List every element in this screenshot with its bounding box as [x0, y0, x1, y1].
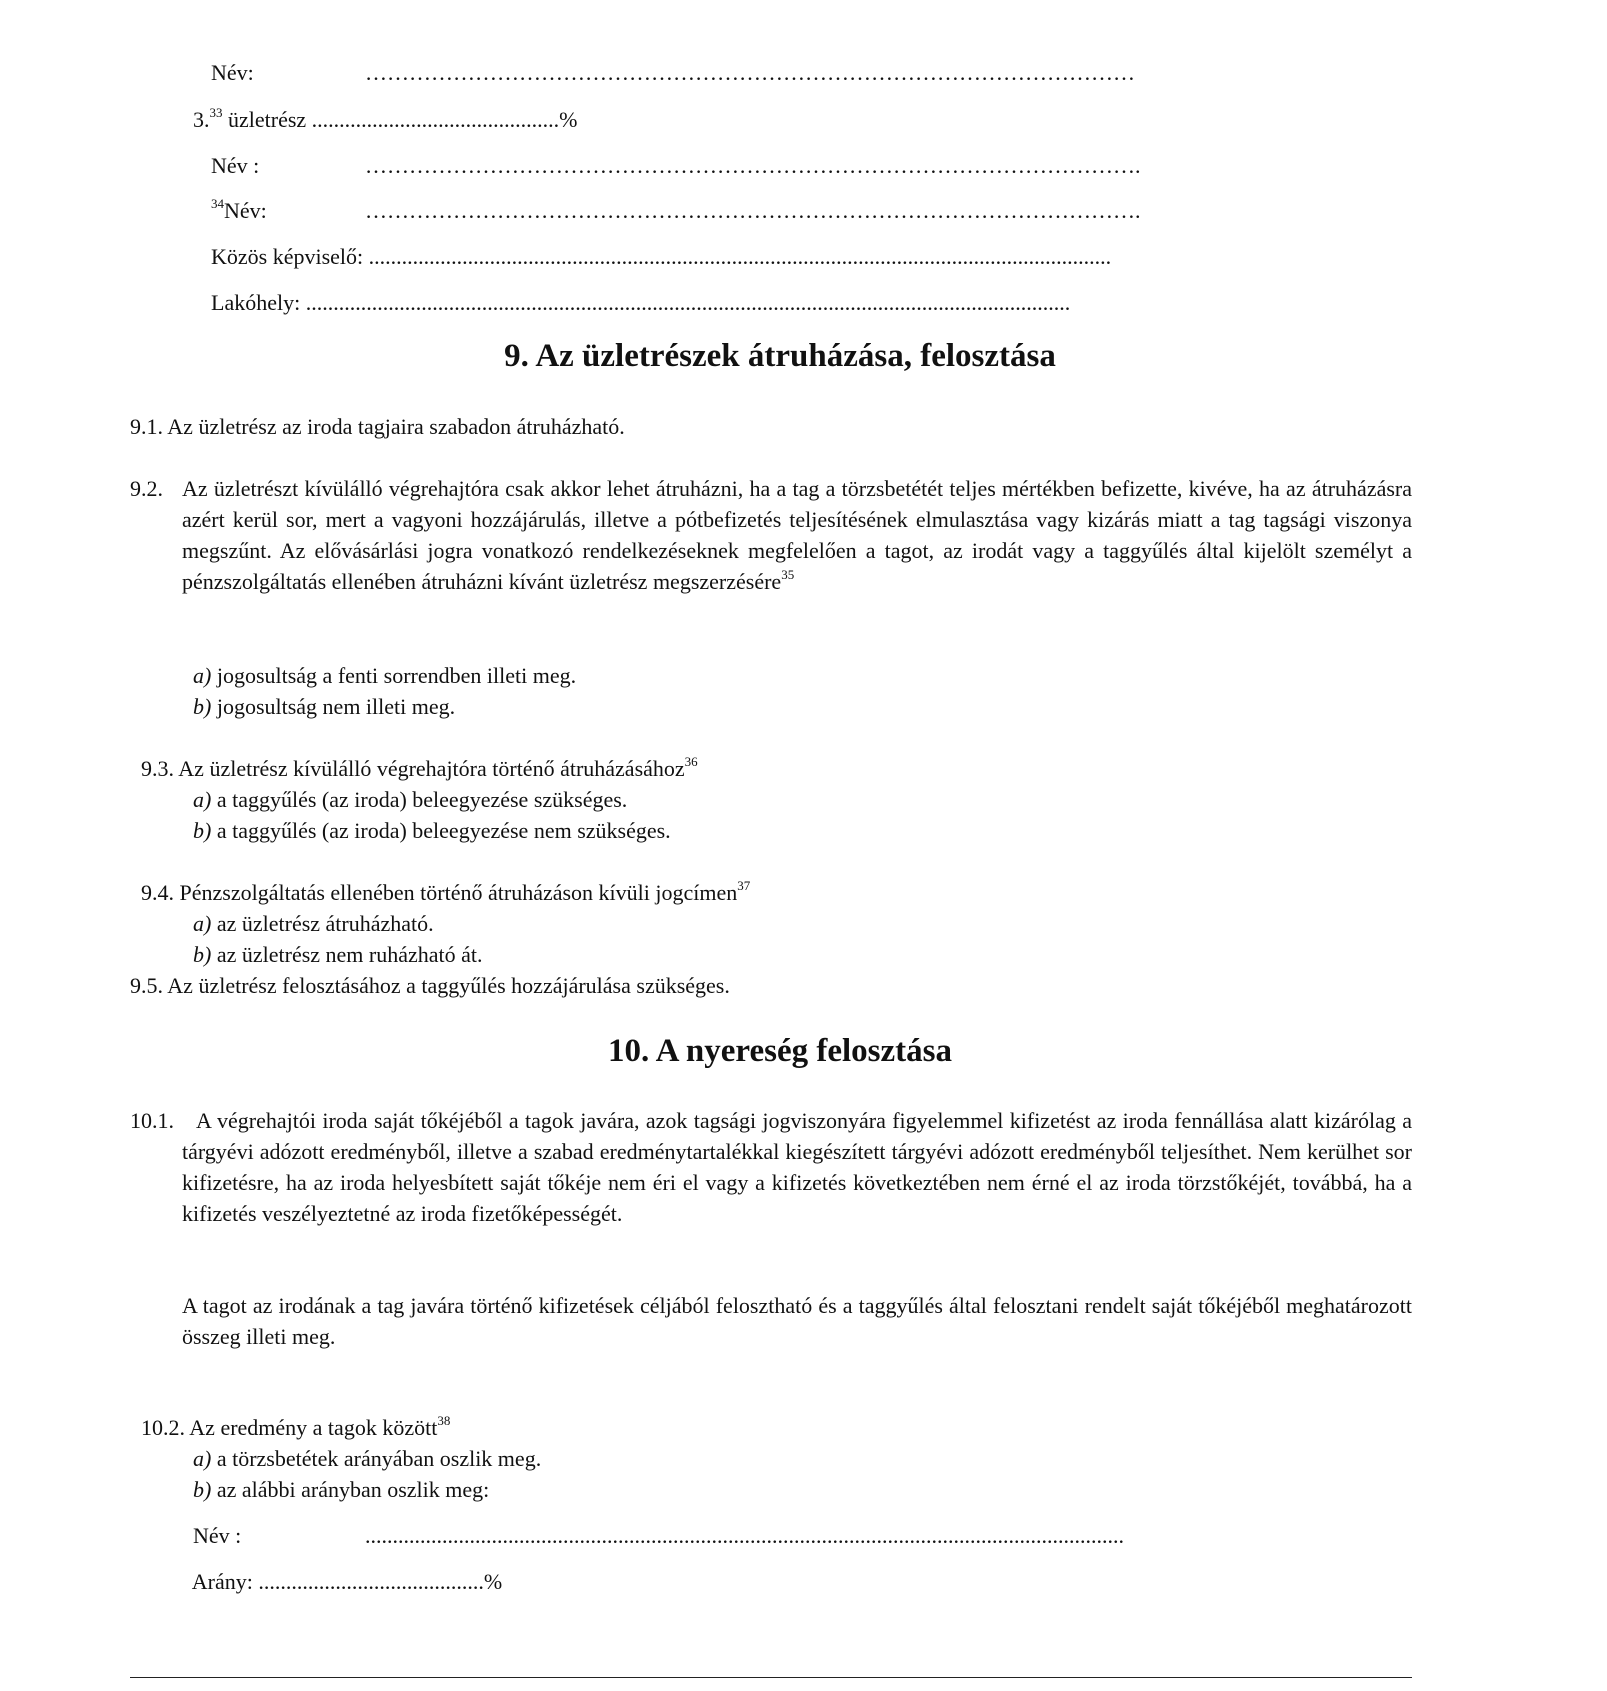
option-text: az üzletrész átruházható. — [211, 911, 434, 936]
fill-dots: .........................................% — [252, 1569, 503, 1594]
footnote-ref: 37 — [737, 877, 751, 893]
paragraph-text: A végrehajtói iroda saját tőkéjéből a tagok javára, azok tagsági jogviszonyára figyelemmel kifizetést az iroda fennállása alatt kizárólag a tárgyévi adózott eredményből, illetve a szabad eredménytartalékkal kiegészített tárgyévi adózott eredményből teljesíthet. Nem kerülhet sor kifizetésre, ha az iroda helyesbített saját tőkéje nem éri el vagy a kifizetés következtében nem érné el az iroda törzstőkéjét, továbbá, ha a kifizetés veszélyeztetné az iroda fizetőképességét. — [182, 1108, 1412, 1226]
option-mark: b) — [193, 818, 212, 843]
paragraph-10-1-b — [182, 1290, 1412, 1352]
option-text: jogosultság nem illeti meg. — [211, 694, 456, 719]
option-mark: b) — [193, 1477, 212, 1502]
fill-dots: .......................................................................................................................................... — [365, 1523, 1124, 1548]
field-label: Közös képviselő: — [211, 244, 364, 269]
option-text: a taggyűlés (az iroda) beleegyezése nem szükséges. — [211, 818, 671, 843]
option-mark: a) — [193, 663, 212, 688]
fill-dots: ……………………………………………………………………………………………. — [365, 153, 1141, 178]
field-label: Név: — [211, 60, 254, 85]
fill-dots: ........................................................................................................................................... — [300, 290, 1071, 315]
share-label: üzletrész — [222, 107, 307, 132]
paragraph-10-1 — [182, 1105, 1412, 1229]
share-number: 3. — [193, 107, 210, 132]
option-mark: a) — [193, 1446, 212, 1471]
paragraph-9-1: 9.1. Az üzletrész az iroda tagjaira szabadon átruházható. — [130, 414, 625, 439]
option-mark: b) — [193, 942, 212, 967]
field-label: Lakóhely: — [211, 290, 301, 315]
paragraph-10-1-number: 10.1. — [130, 1108, 174, 1133]
paragraph-text: 9.3. Az üzletrész kívülálló végrehajtóra történő átruházásához — [141, 756, 685, 781]
paragraph-9-2-number: 9.2. — [130, 476, 163, 501]
fill-dots: ……………………………………………………………………………………………. — [365, 198, 1141, 223]
field-ratio — [182, 1535, 502, 1597]
fill-dots: …………………………………………………………………………………………… — [365, 60, 1135, 85]
footnote-ref: 33 — [209, 104, 223, 120]
paragraph-text: Az üzletrészt kívülálló végrehajtóra csak akkor lehet átruházni, ha a tag a törzsbetétét teljes mértékben befizette, kivéve, ha az átruházásra azért kerül sor, mert a vagyoni hozzájárulás, illetve a pótbefizetés teljesítésének elmulasztása vagy kizárás miatt a tag tagsági viszonya megszűnt. Az elővásárlási jogra vonatkozó rendelkezéseknek megfelelően a tagot, az irodát vagy a taggyűlés által kijelölt személyt a pénzszolgáltatás ellenében átruházni kívánt üzletrész megszerzésére — [182, 476, 1412, 594]
field-label: Név : — [211, 153, 260, 178]
option-mark: a) — [193, 911, 212, 936]
option-9-4-b — [182, 908, 483, 970]
footnote-ref: 36 — [684, 753, 698, 769]
option-text: az üzletrész nem ruházható át. — [211, 942, 483, 967]
field-label: Név: — [224, 198, 267, 223]
fill-dots: .............................................% — [306, 107, 578, 132]
option-text: a taggyűlés (az iroda) beleegyezése szükséges. — [211, 787, 628, 812]
paragraph-9-5: 9.5. Az üzletrész felosztásához a taggyűlés hozzájárulása szükséges. — [130, 973, 730, 998]
option-text: a törzsbetétek arányában oszlik meg. — [211, 1446, 542, 1471]
footnote-ref: 34 — [211, 195, 224, 211]
field-label: Arány: — [191, 1569, 253, 1594]
section-10-heading: 10. A nyereség felosztása — [607, 1033, 952, 1069]
paragraph-text: 10.2. Az eredmény a tagok között — [141, 1415, 438, 1440]
footnote-separator-line — [130, 1677, 1412, 1678]
field-residence — [200, 256, 1070, 318]
paragraph-text: A tagot az irodának a tag javára történő kifizetések céljából felosztható és a taggyűlés által felosztani rendelt saját tőkéjéből meghatározott összeg illeti meg. — [182, 1293, 1412, 1349]
option-text: az alábbi arányban oszlik meg: — [211, 1477, 490, 1502]
fill-dots: ....................................................................................................................................... — [363, 244, 1112, 269]
option-text: jogosultság a fenti sorrendben illeti meg. — [211, 663, 577, 688]
footnote-ref: 35 — [781, 566, 795, 582]
section-9-heading: 9. Az üzletrészek átruházása, felosztása — [504, 338, 1056, 374]
option-9-3-b — [182, 784, 671, 846]
option-9-2-b — [182, 660, 455, 722]
paragraph-9-2 — [182, 473, 1412, 597]
option-mark: a) — [193, 787, 212, 812]
option-mark: b) — [193, 694, 212, 719]
footnote-ref: 38 — [437, 1412, 451, 1428]
paragraph-text: 9.4. Pénzszolgáltatás ellenében történő átruházáson kívüli jogcímen — [141, 880, 738, 905]
field-label: Név : — [193, 1523, 242, 1548]
